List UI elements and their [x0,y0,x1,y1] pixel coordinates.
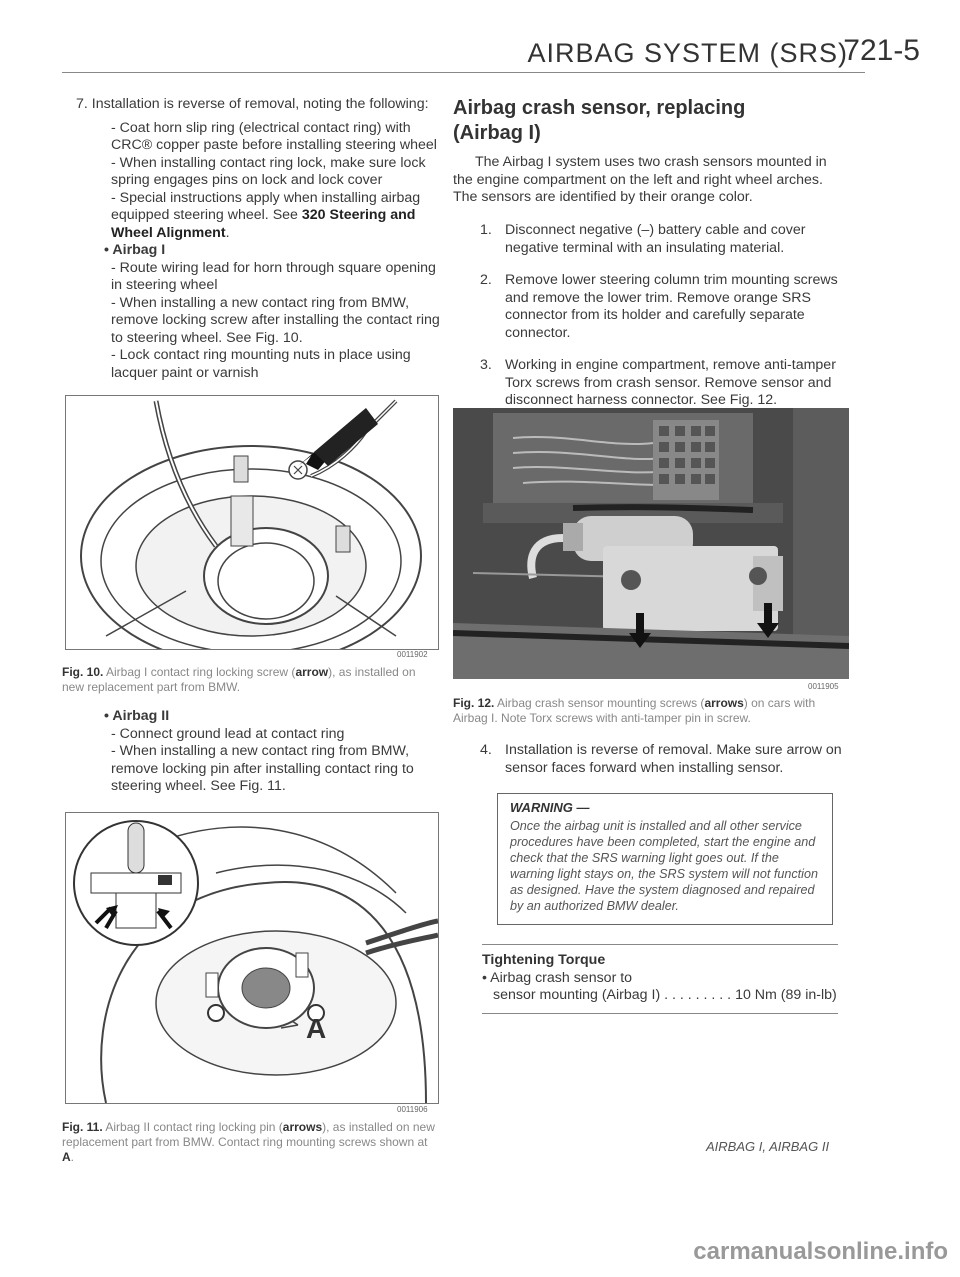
footer-label: AIRBAG I, AIRBAG II [706,1139,830,1154]
airbag2-notes [62,726,442,796]
section-heading: Airbag crash sensor, replacing (Airbag I) [453,97,746,144]
torque-title: Tightening Torque [482,952,606,968]
fig12-code: 0011905 [808,682,839,691]
note-copper-paste: - Coat horn slip ring (electrical contact ring) with CRC® copper paste before installing steering wheel [111,119,437,153]
airbag2-label: • Airbag II [104,708,170,724]
note-contact-ring-lock: - When installing contact ring lock, make sure lock spring engages pins on lock and lock cover [111,154,426,188]
page-number: 721-5 [843,34,920,67]
note-ground-lead: - Connect ground lead at contact ring [111,725,345,742]
crash-sensor-photo [453,408,849,679]
torque-line1: • Airbag crash sensor to [482,969,633,986]
note-lacquer: - Lock contact ring mounting nuts in place using lacquer paint or varnish [111,347,411,381]
step-1: 1. Disconnect negative (–) battery cable and cover negative terminal with an insulating material. [480,222,806,256]
airbag1-notes [62,260,442,383]
step-3: 3. Working in engine compartment, remove anti-tamper Torx screws from crash sensor. Remove sensor and disconnect harness connector. See Fig. 12. [480,357,836,408]
step-7: 7. Installation is reverse of removal, noting the following: [76,96,429,112]
torque-bottom-rule [482,1013,838,1014]
fig10-caption: Fig. 10. Airbag I contact ring locking screw (arrow), as installed on new replacement part from BMW. [62,665,416,694]
step-7-notes [62,120,442,243]
warning-box [497,793,833,925]
fig11-code: 0011906 [397,1105,428,1114]
marker-A: A [306,1013,327,1044]
torque-spec [482,952,842,1005]
section-title: AIRBAG SYSTEM (SRS) [527,38,848,68]
airbag2-section [62,708,442,796]
warning-text: Once the airbag unit is installed and all other service procedures have been completed, start the engine and check that the SRS warning light goes out. If the warning light stays on, the SRS system will not function as designed. Have the system diagnosed and repaired by an authorized BMW dealer. [510,819,818,913]
step-2: 2. Remove lower steering column trim mounting screws and remove the lower trim. Remove orange SRS connector from its holder and carefully separate connector. [480,272,838,341]
watermark: carmanualsonline.info [693,1238,948,1265]
fig10-label: Fig. 10. [62,665,104,679]
fig12-photo [453,408,849,679]
step-4: 4. Installation is reverse of removal. Make sure arrow on sensor faces forward when installing sensor. [480,742,842,776]
fig11-illustration [65,812,439,1104]
fig10-illustration [65,395,439,650]
left-column [62,96,442,382]
header-rule [62,72,865,73]
note-route-wiring: - Route wiring lead for horn through square opening in steering wheel [111,259,436,293]
contact-ring-drawing [66,396,438,649]
see-ref-steering: 320 Steering and Wheel Alignment [111,207,416,241]
note-remove-locking-pin: - When installing a new contact ring from BMW, remove locking pin after installing contact ring to steering wheel. See Fig. 11. [111,743,414,794]
fig10-code: 0011902 [397,650,428,659]
note-special-instructions: - Special instructions apply when installing airbag equipped steering wheel. See 320 Steering and Wheel Alignment. [111,189,421,241]
contact-ring-airbag2-drawing [66,813,438,1103]
torque-top-rule [482,944,838,945]
torque-line2: sensor mounting (Airbag I) . . . . . . . . . 10 Nm (89 in-lb) [493,987,837,1003]
intro-paragraph: The Airbag I system uses two crash sensors mounted in the engine compartment on the left and right wheel arches. The sensors are identified by their orange color. [453,154,827,205]
fig11-caption: Fig. 11. Airbag II contact ring locking pin (arrows), as installed on new replacement part from BMW. Contact ring mounting screws shown at A. [62,1120,435,1164]
steps-list [480,222,850,410]
note-remove-locking-screw: - When installing a new contact ring from BMW, remove locking screw after installing the contact ring to steering wheel. See Fig. 10. [111,294,440,346]
warning-title: WARNING — [510,800,590,815]
fig11-label: Fig. 11. [62,1120,103,1134]
fig12-caption: Fig. 12. Airbag crash sensor mounting screws (arrows) on cars with Airbag I. Note Torx screws with anti-tamper pin in screw. [453,696,816,725]
airbag1-label: • Airbag I [104,242,166,258]
fig12-label: Fig. 12. [453,696,495,710]
